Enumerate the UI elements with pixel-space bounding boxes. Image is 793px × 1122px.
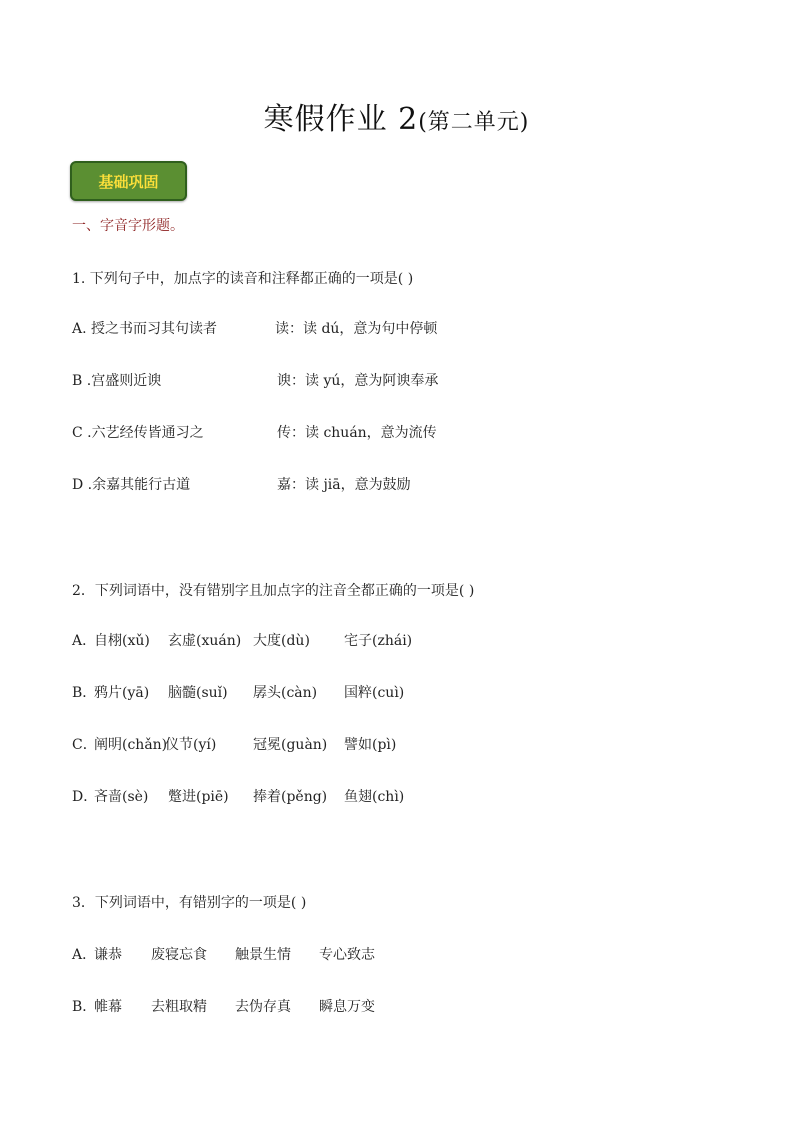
q2-option-c-word-3: 冠冕(guàn) [253, 737, 328, 753]
q3-option-a-word-2: 废寝忘食 [151, 947, 207, 963]
q1-option-a: A. 授之书而习其句读者 [72, 321, 218, 337]
q2-option-d-word-3: 捧着(pěng) [253, 789, 328, 805]
q3-option-b-word-2: 去粗取精 [151, 999, 207, 1015]
q2-option-b-word-1: 鸦片(yā) [94, 685, 150, 701]
q2-option-c-word-4: 譬如(pì) [344, 737, 397, 753]
q3-option-b-word-1: 帷幕 [94, 999, 122, 1015]
q2-option-b-word-3: 孱头(càn) [253, 685, 318, 701]
q3-option-a-word-3: 触景生情 [235, 947, 291, 963]
q2-option-c-word-2: 仪节(yí) [165, 737, 217, 753]
q2-option-a-word-4: 宅子(zhái) [344, 633, 413, 649]
q2-option-a-word-1: 自栩(xǔ) [94, 633, 150, 649]
q2-option-b-letter: B． [72, 685, 97, 701]
q2-option-a-letter: A． [72, 633, 97, 649]
section-badge [70, 161, 187, 201]
q2-option-d-word-1: 吝啬(sè) [94, 789, 149, 805]
q3-option-b-word-3: 去伪存真 [235, 999, 291, 1015]
q1-option-d: D .余嘉其能行古道 [72, 477, 191, 493]
question-2-stem: 2．下列词语中，没有错别字且加点字的注音全都正确的一项是( ) [72, 583, 475, 599]
q1-option-c: C .六艺经传皆通习之 [72, 425, 204, 441]
q3-option-b-word-4: 瞬息万变 [319, 999, 375, 1015]
q1-option-b-note: 谀：读 yú，意为阿谀奉承 [277, 373, 439, 389]
q2-option-c-letter: C． [72, 737, 97, 753]
page-title [0, 94, 793, 138]
q2-option-d-word-2: 蹩进(piē) [168, 789, 229, 805]
q2-option-a-word-2: 玄虚(xuán) [168, 633, 242, 649]
q2-option-b-word-4: 国粹(cuì) [344, 685, 405, 701]
q3-option-b-letter: B． [72, 999, 97, 1015]
question-1-stem: 1. 下列句子中，加点字的读音和注释都正确的一项是( ) [72, 271, 414, 287]
q2-option-d-word-4: 鱼翅(chì) [344, 789, 405, 805]
q1-option-a-note: 读：读 dú，意为句中停顿 [275, 321, 438, 337]
section-badge-label: 基础巩固 [98, 172, 159, 191]
q2-option-b-word-2: 脑髓(suǐ) [168, 685, 228, 701]
q1-option-c-note: 传：读 chuán，意为流传 [277, 425, 437, 441]
q2-option-c-word-1: 阐明(chǎn) [94, 737, 168, 753]
q3-option-a-word-1: 谦恭 [94, 947, 122, 963]
q2-option-a-word-3: 大度(dù) [253, 633, 310, 649]
title-main: 寒假作业 2 [263, 102, 419, 137]
q3-option-a-letter: A． [72, 947, 97, 963]
q2-option-d-letter: D． [72, 789, 98, 805]
section-heading: 一、字音字形题。 [72, 218, 184, 234]
q1-option-d-note: 嘉：读 jiā，意为鼓励 [277, 477, 411, 493]
q3-option-a-word-4: 专心致志 [319, 947, 375, 963]
q1-option-b: B .宫盛则近谀 [72, 373, 162, 389]
question-3-stem: 3．下列词语中，有错别字的一项是( ) [72, 895, 307, 911]
title-sub: (第二单元) [418, 110, 530, 135]
